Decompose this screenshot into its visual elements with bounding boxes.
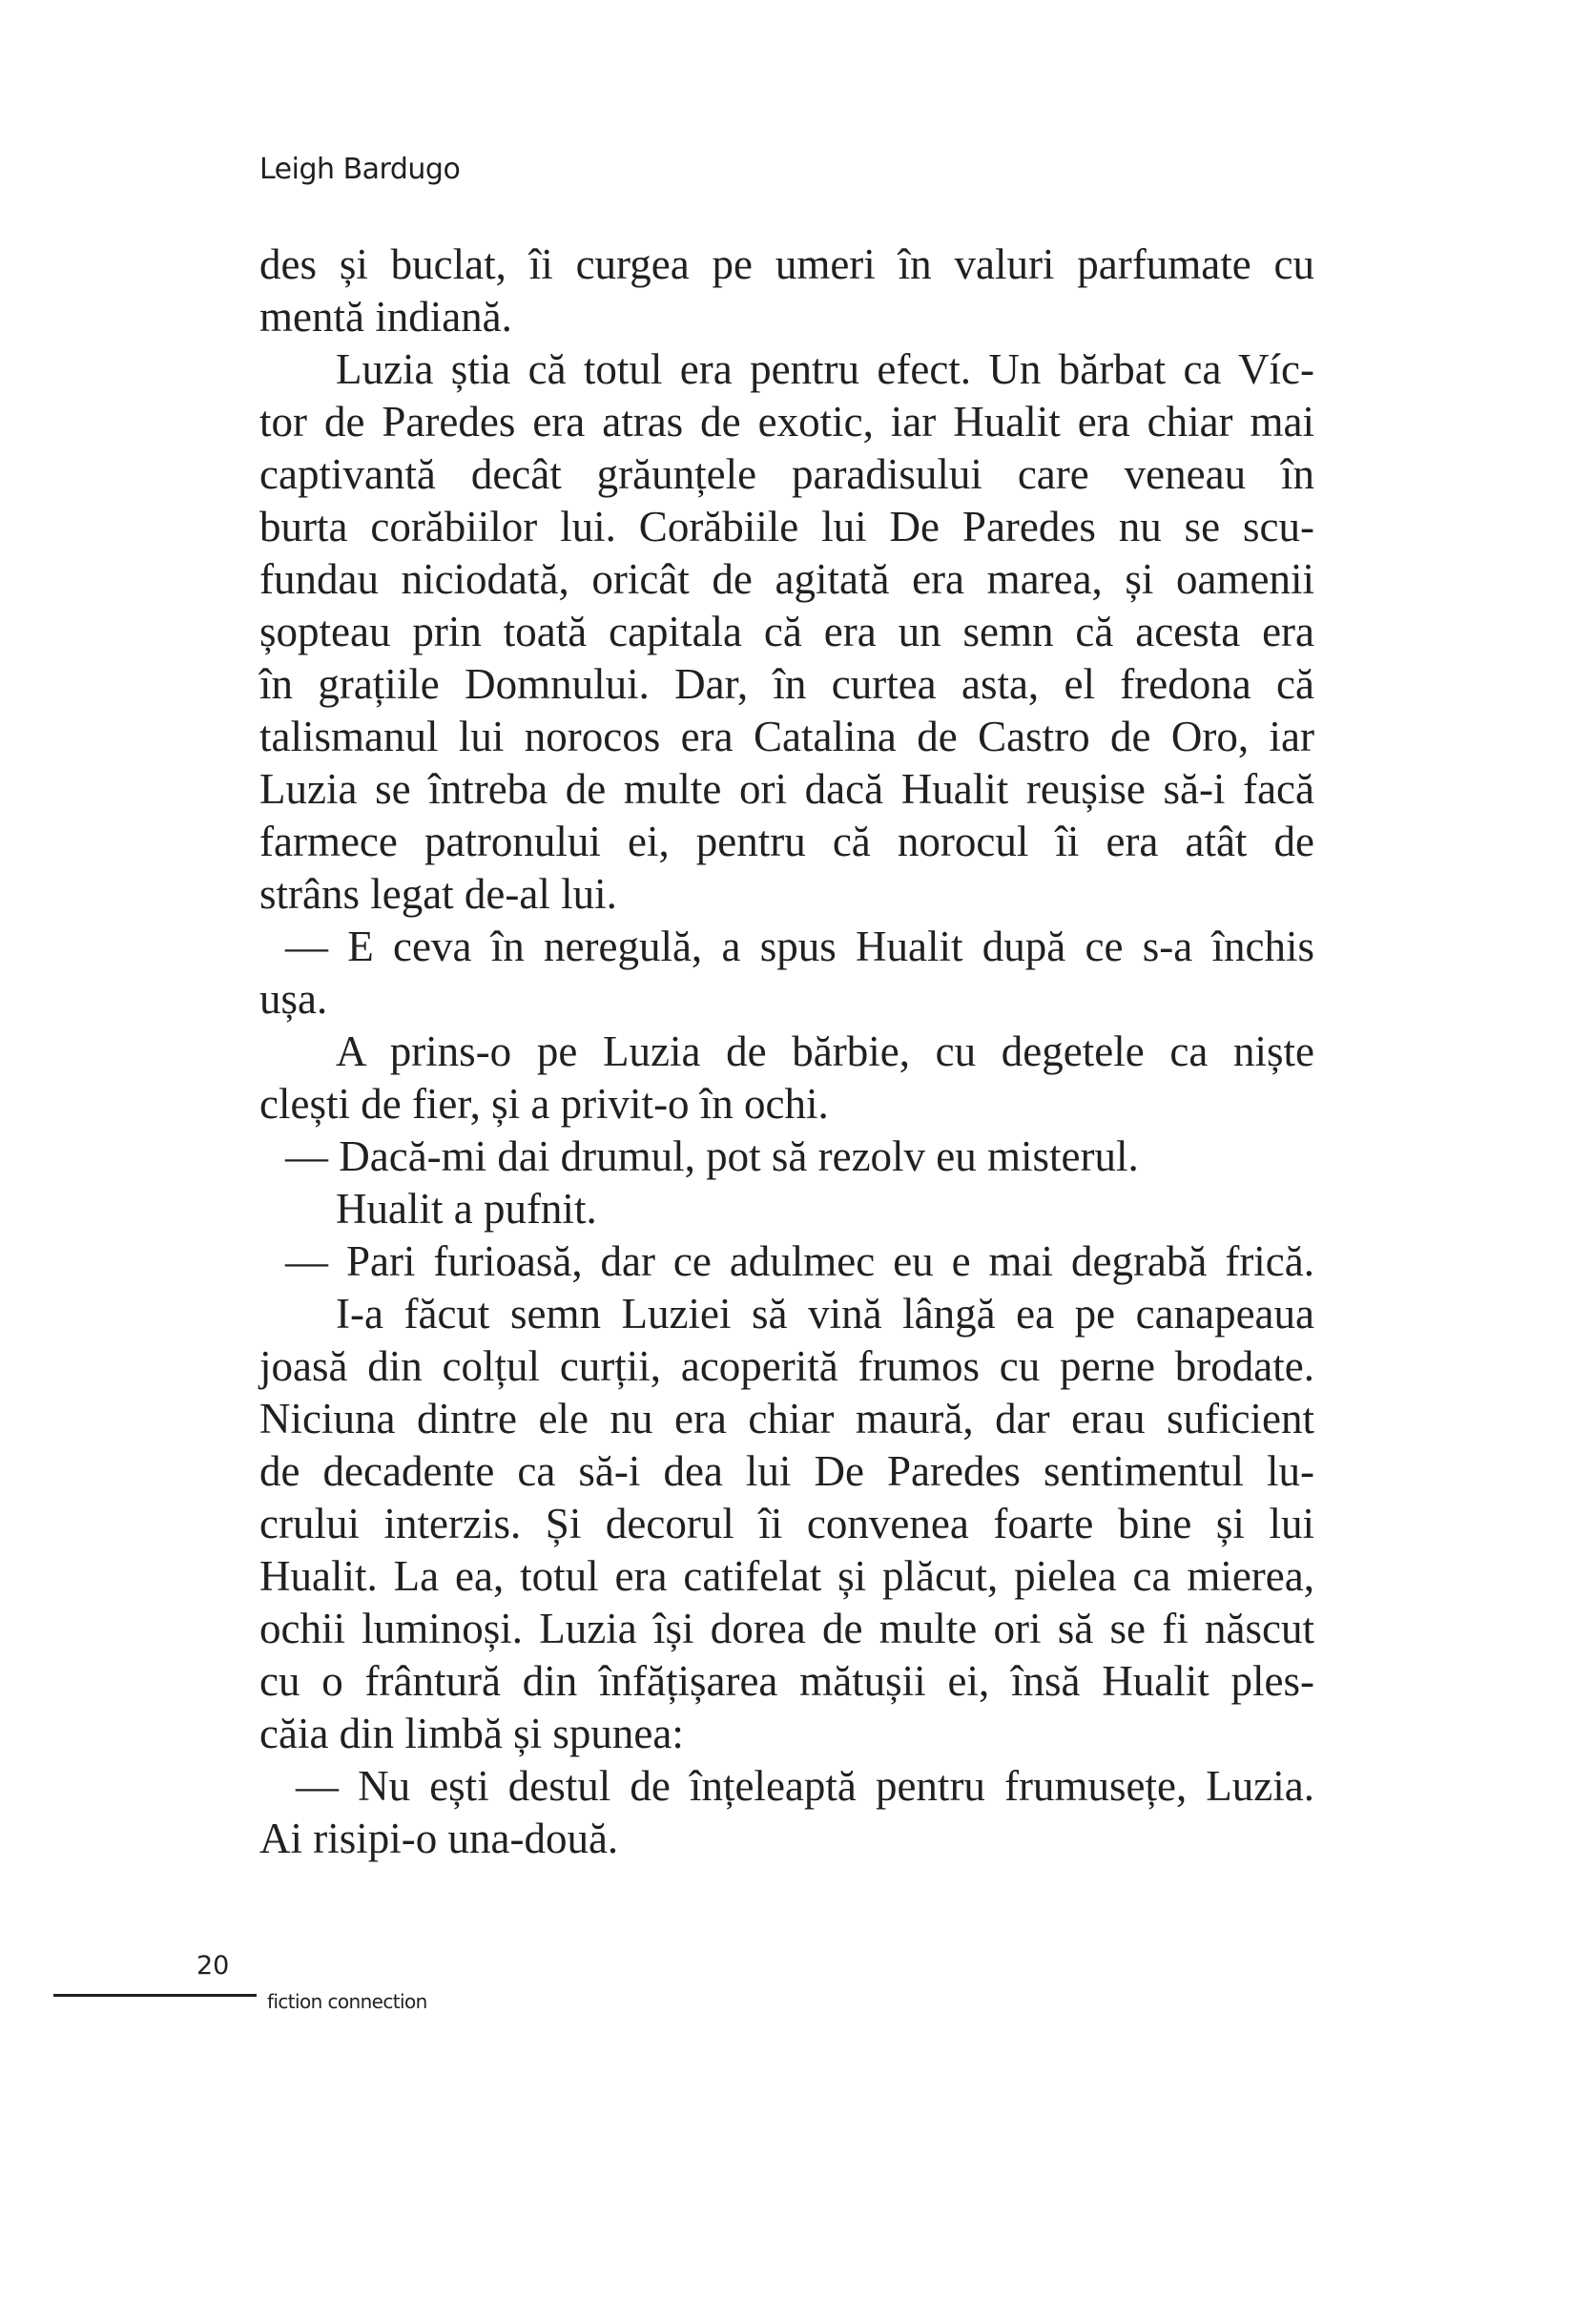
- text-line: des și buclat, îi curgea pe umeri în valuri parfumate cu: [259, 240, 1314, 288]
- text-line: căia din limbă și spunea:: [259, 1710, 684, 1757]
- text-line: Luzia se întreba de multe ori dacă Hualit reușise să-i facă: [259, 765, 1314, 813]
- text-line: strâns legat de-al lui.: [259, 870, 617, 918]
- text-line: ușa.: [259, 975, 328, 1023]
- text-line: crului interzis. Și decorul îi convenea foarte bine și lui: [259, 1500, 1314, 1547]
- text-line: captivantă decât grăunțele paradisului care veneau în: [259, 450, 1314, 498]
- text-line: A prins-o pe Luzia de bărbie, cu degetele ca niște: [336, 1027, 1314, 1075]
- text-line: șopteau prin toată capitala că era un semn că acesta era: [259, 608, 1314, 655]
- dialogue-line: — Dacă-mi dai drumul, pot să rezolv eu misterul.: [285, 1132, 1139, 1180]
- footer-rule: [53, 1994, 257, 1997]
- text-line: ochii luminoși. Luzia își dorea de multe ori să se fi născut: [259, 1605, 1314, 1652]
- text-line: I-a făcut semn Luziei să vină lângă ea pe canapeaua: [336, 1290, 1314, 1338]
- text-line: Luzia știa că totul era pentru efect. Un bărbat ca Víc-: [336, 345, 1314, 393]
- text-line: fundau niciodată, oricât de agitată era marea, și oamenii: [259, 555, 1314, 603]
- text-line: joasă din colțul curții, acoperită frumos cu perne brodate.: [259, 1342, 1314, 1390]
- text-line: în grațiile Domnului. Dar, în curtea asta, el fredona că: [259, 660, 1314, 708]
- publisher-imprint: fiction connection: [267, 1990, 427, 2013]
- text-line: talismanul lui norocos era Catalina de Castro de Oro, iar: [259, 713, 1314, 760]
- dialogue-line: — E ceva în neregulă, a spus Hualit după ce s-a închis: [285, 923, 1314, 970]
- text-line: burta corăbiilor lui. Corăbiile lui De Paredes nu se scu-: [259, 503, 1314, 550]
- text-line: farmece patronului ei, pentru că norocul îi era atât de: [259, 818, 1314, 865]
- running-head-author: Leigh Bardugo: [259, 153, 461, 186]
- dialogue-line: — Pari furioasă, dar ce adulmec eu e mai degrabă frică.: [285, 1237, 1314, 1285]
- dialogue-line: — Nu ești destul de înțeleaptă pentru frumusețe, Luzia.: [296, 1762, 1314, 1810]
- text-line: Niciuna dintre ele nu era chiar maură, dar erau suficient: [259, 1395, 1314, 1442]
- text-line: de decadente ca să-i dea lui De Paredes sentimentul lu-: [259, 1447, 1314, 1495]
- text-line: Hualit. La ea, totul era catifelat și plăcut, pielea ca mierea,: [259, 1552, 1314, 1600]
- text-line: tor de Paredes era atras de exotic, iar Hualit era chiar mai: [259, 398, 1314, 446]
- text-line: mentă indiană.: [259, 293, 512, 341]
- text-line: Hualit a pufnit.: [336, 1185, 597, 1233]
- page-number: 20: [196, 1951, 230, 1981]
- text-line: clești de fier, și a privit-o în ochi.: [259, 1080, 829, 1128]
- text-line: Ai risipi-o una-două.: [259, 1815, 619, 1862]
- text-line: cu o frântură din înfățișarea mătușii ei, însă Hualit ples-: [259, 1657, 1314, 1705]
